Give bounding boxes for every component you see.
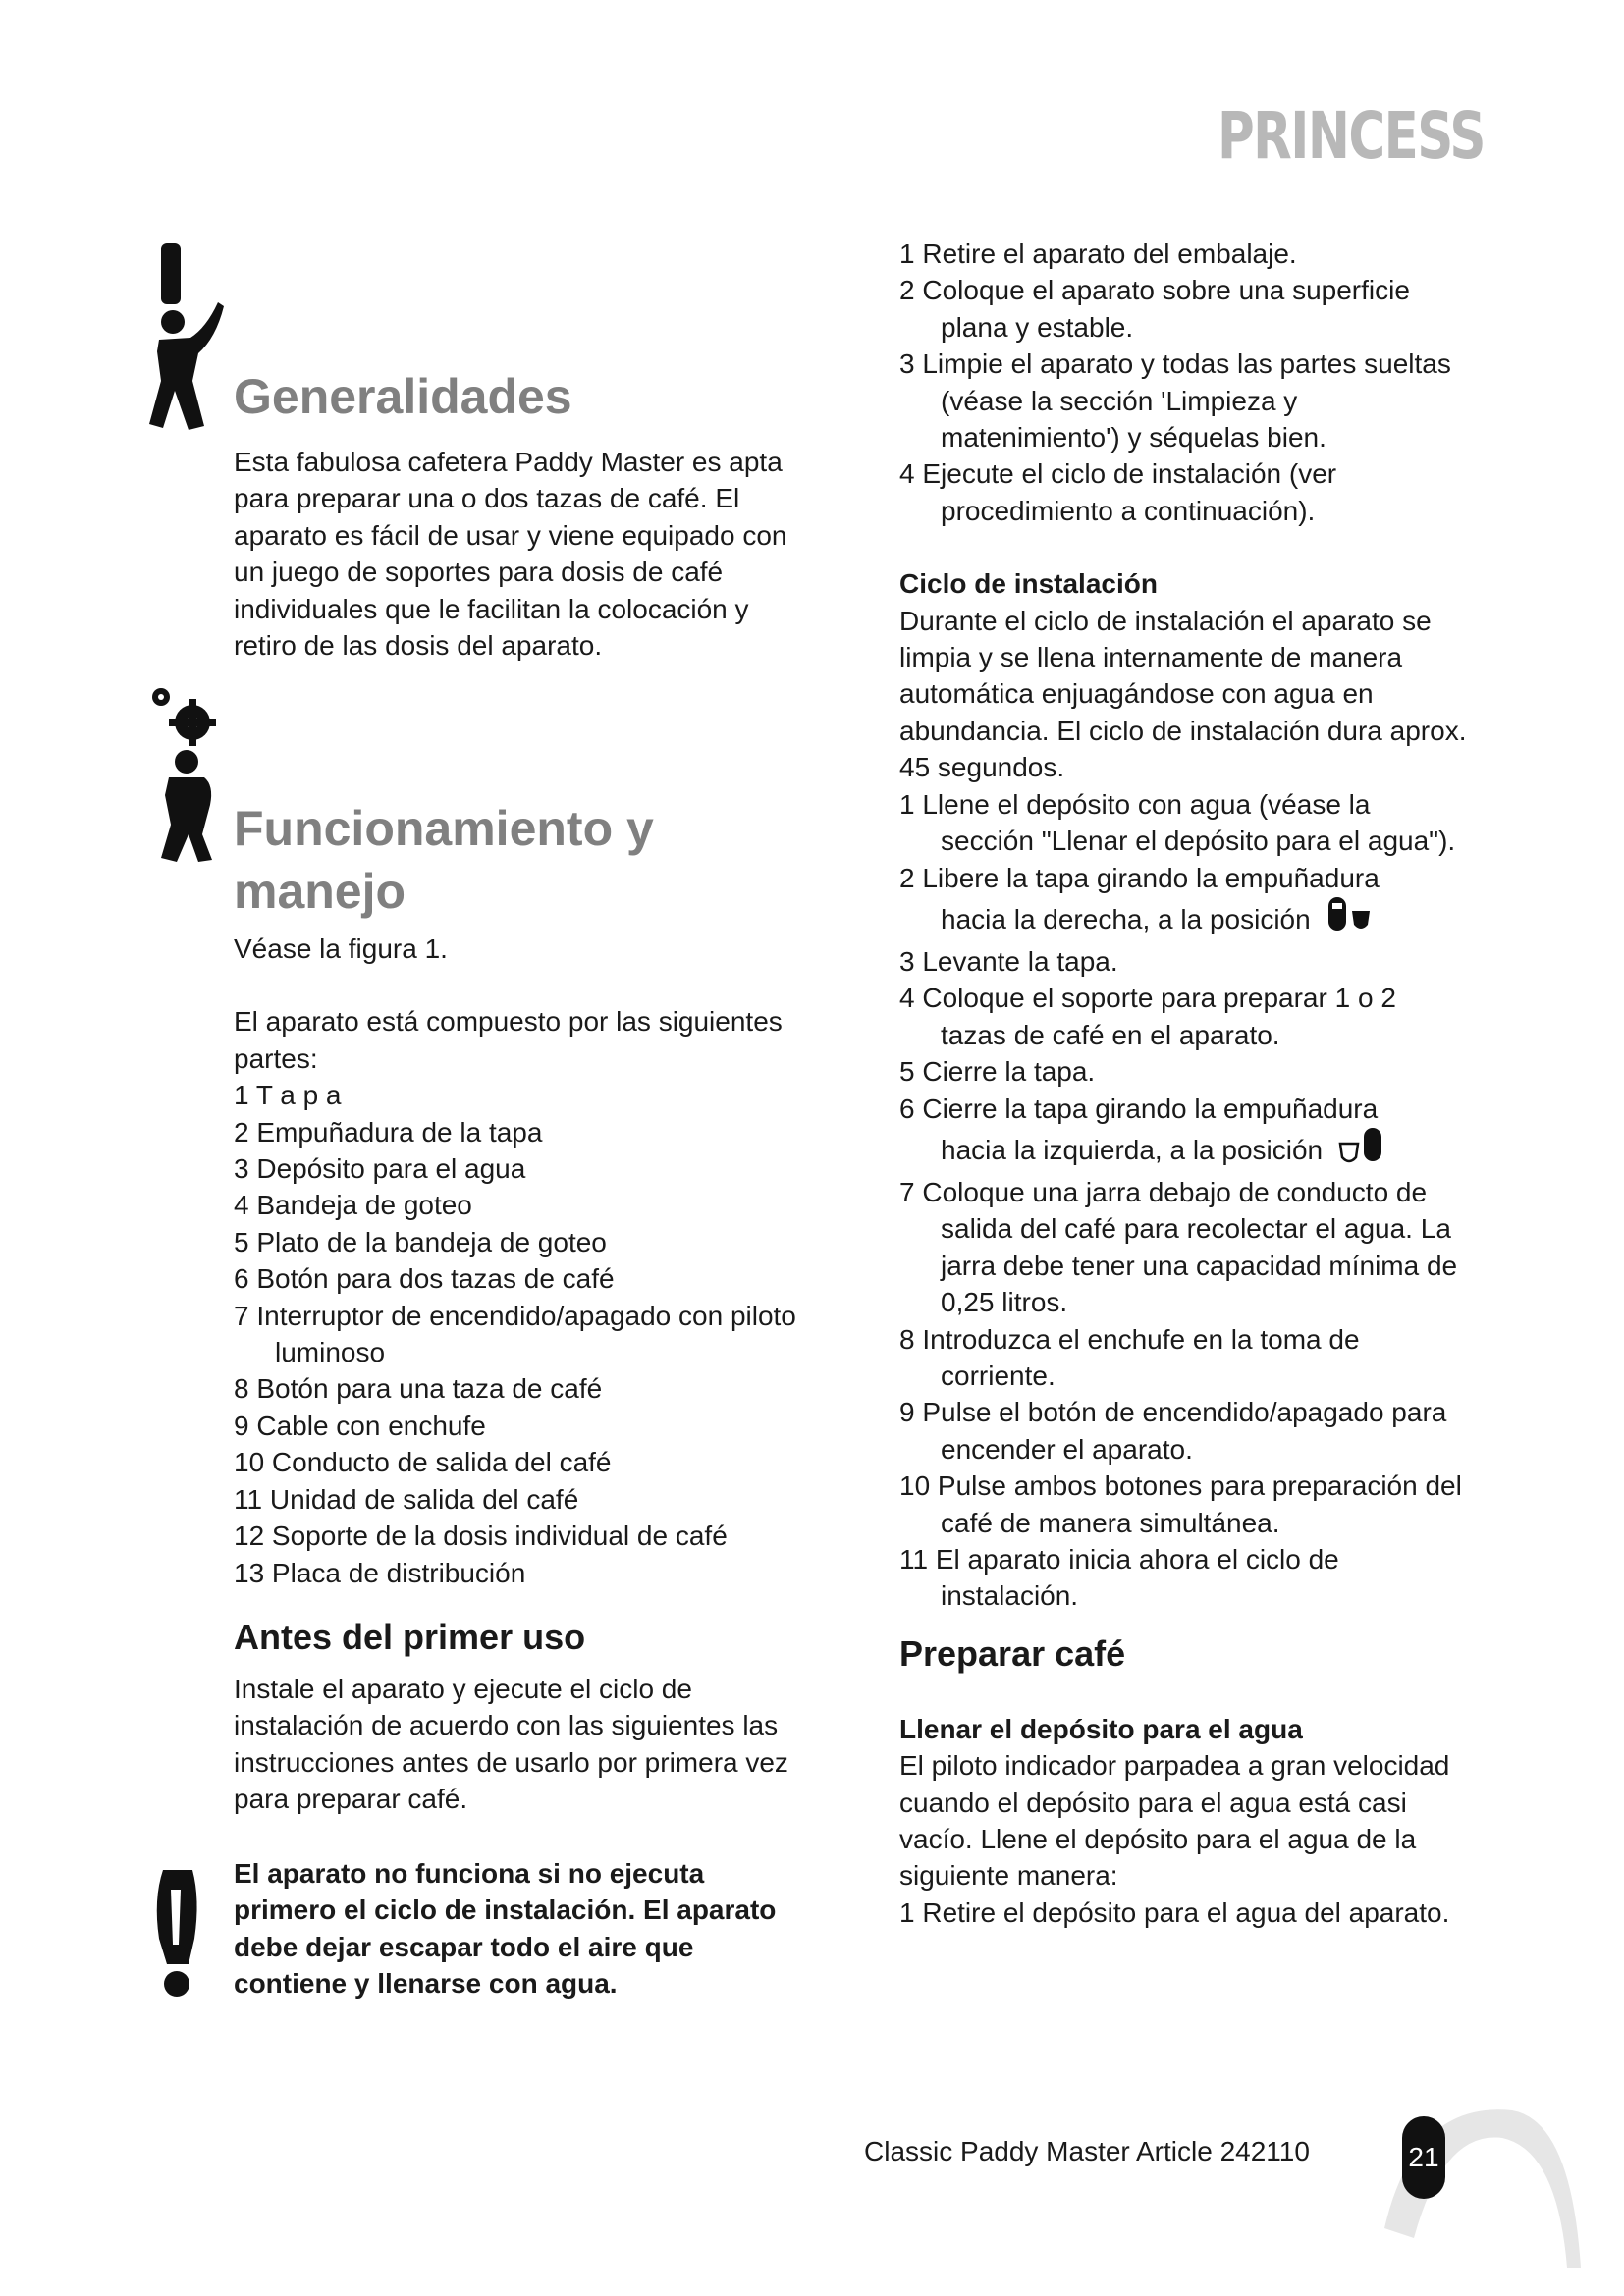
generalidades-title: Generalidades [234, 369, 572, 424]
list-item: 11 Unidad de salida del café [234, 1483, 579, 1515]
list-item: 2 Libere la tapa girando la empuñadura [899, 862, 1380, 893]
ciclo-body: Durante el ciclo de instalación el aparato se limpia y se llena internamente de manera automática enjuagándose con agua en abundancia. El ciclo de instalación dura aprox. 45 segundos. [899, 605, 1467, 783]
list-item: 6 Cierre la tapa girando la empuñadura [899, 1093, 1379, 1124]
list-item: 5 Plato de la bandeja de goteo [234, 1226, 607, 1257]
list-item: 3 Depósito para el agua [234, 1153, 526, 1185]
antes-section [234, 1616, 813, 1818]
list-item: 2 Coloque el aparato sobre una superficie plana y estable. [899, 275, 1410, 343]
list-item: 8 Botón para una taza de café [234, 1373, 603, 1405]
funcionamiento-title-line1: Funcionamiento y [234, 801, 654, 856]
step6-text: hacia la izquierda, a la posición [941, 1135, 1324, 1166]
llenar-steps [899, 1895, 1469, 1931]
footer-text: Classic Paddy Master Article 242110 [864, 2136, 1310, 2166]
info-person-icon [147, 243, 230, 430]
ciclo-title: Ciclo de instalación [899, 568, 1158, 600]
parts-list [234, 1077, 813, 1591]
warning-note: El aparato no funciona si no ejecuta primero el ciclo de instalación. El aparato debe dejar escapar todo el aire que contiene y llenarse con agua. [234, 1858, 777, 2000]
list-item: 13 Placa de distribución [234, 1557, 526, 1588]
ciclo-steps [899, 786, 1469, 896]
page-number: 21 [1402, 2116, 1445, 2199]
list-item: 10 Conducto de salida del café [234, 1447, 612, 1478]
gear-person-icon [147, 687, 230, 864]
list-item: 9 Cable con enchufe [234, 1410, 486, 1441]
list-item: 7 Interruptor de encendido/apagado con piloto luminoso [234, 1300, 796, 1368]
figure-reference: Véase la figura 1. [234, 934, 448, 964]
list-item: 6 Botón para dos tazas de café [234, 1263, 615, 1295]
list-item: 5 Cierre la tapa. [899, 1056, 1096, 1088]
warning-exclamation-icon [149, 1870, 200, 1998]
list-item: 1 Llene el depósito con agua (véase la sección "Llenar el depósito para el agua"). [899, 788, 1456, 857]
funcionamiento-section [234, 797, 813, 1591]
list-item: 4 Coloque el soporte para preparar 1 o 2 tazas de café en el aparato. [899, 983, 1396, 1050]
ciclo-steps-rest [899, 1174, 1469, 1615]
preparar-title: Preparar café [899, 1632, 1126, 1674]
list-item: 1 Retire el aparato del embalaje. [899, 239, 1297, 269]
open-lock-icon [1325, 895, 1374, 943]
llenar-title: Llenar el depósito para el agua [899, 1713, 1303, 1744]
list-item: 4 Bandeja de goteo [234, 1190, 472, 1221]
list-item: 2 Empuñadura de la tapa [234, 1116, 543, 1148]
antes-title: Antes del primer uso [234, 1617, 586, 1657]
generalidades-body: Esta fabulosa cafetera Paddy Master es apta para preparar una o dos tazas de café. El aparato es fácil de usar y viene equipado con un juego de soportes para dosis de café individuales que le facilitan la colocación y retiro de las dosis del aparato. [234, 447, 787, 662]
antes-body: Instale el aparato y ejecute el ciclo de instalación de acuerdo con las siguientes las instrucciones antes de usarlo por primera vez para preparar café. [234, 1674, 788, 1815]
right-column [899, 236, 1469, 1931]
step2-text: hacia la derecha, a la posición [941, 904, 1311, 935]
funcionamiento-title-line2: manejo [234, 864, 406, 919]
list-item: 9 Pulse el botón de encendido/apagado para encender el aparato. [899, 1397, 1447, 1465]
left-column [234, 365, 813, 664]
list-item: 10 Pulse ambos botones para preparación del café de manera simultánea. [899, 1470, 1462, 1538]
princess-logo: PRINCESS [1218, 98, 1485, 174]
list-item: 11 El aparato inicia ahora el ciclo de instalación. [899, 1544, 1339, 1612]
step2-position-line [899, 896, 1469, 943]
list-item: 1 T a p a [234, 1080, 342, 1111]
list-item: 12 Soporte de la dosis individual de café [234, 1521, 728, 1552]
ciclo-steps-mid [899, 943, 1469, 1127]
list-item: 3 Levante la tapa. [899, 945, 1118, 977]
step6-position-line [899, 1127, 1469, 1174]
list-item: 7 Coloque una jarra debajo de conducto de salida del café para recolectar el agua. La jarra debe tener una capacidad mínima de 0,25 litros. [899, 1176, 1458, 1318]
parts-intro: El aparato está compuesto por las siguientes partes: [234, 1006, 783, 1074]
llenar-body: El piloto indicador parpadea a gran velocidad cuando el depósito para el agua está casi vacío. Llene el depósito para el agua de la siguiente manera: [899, 1750, 1450, 1892]
list-item: 1 Retire el depósito para el agua del aparato. [899, 1896, 1450, 1928]
list-item: 8 Introduzca el enchufe en la toma de corriente. [899, 1323, 1360, 1391]
list-item: 4 Ejecute el ciclo de instalación (ver procedimiento a continuación). [899, 458, 1337, 526]
closed-lock-icon [1336, 1126, 1385, 1174]
intro-steps [899, 236, 1469, 529]
list-item: 3 Limpie el aparato y todas las partes sueltas (véase la sección 'Limpieza y matenimiento') y séquelas bien. [899, 348, 1451, 454]
